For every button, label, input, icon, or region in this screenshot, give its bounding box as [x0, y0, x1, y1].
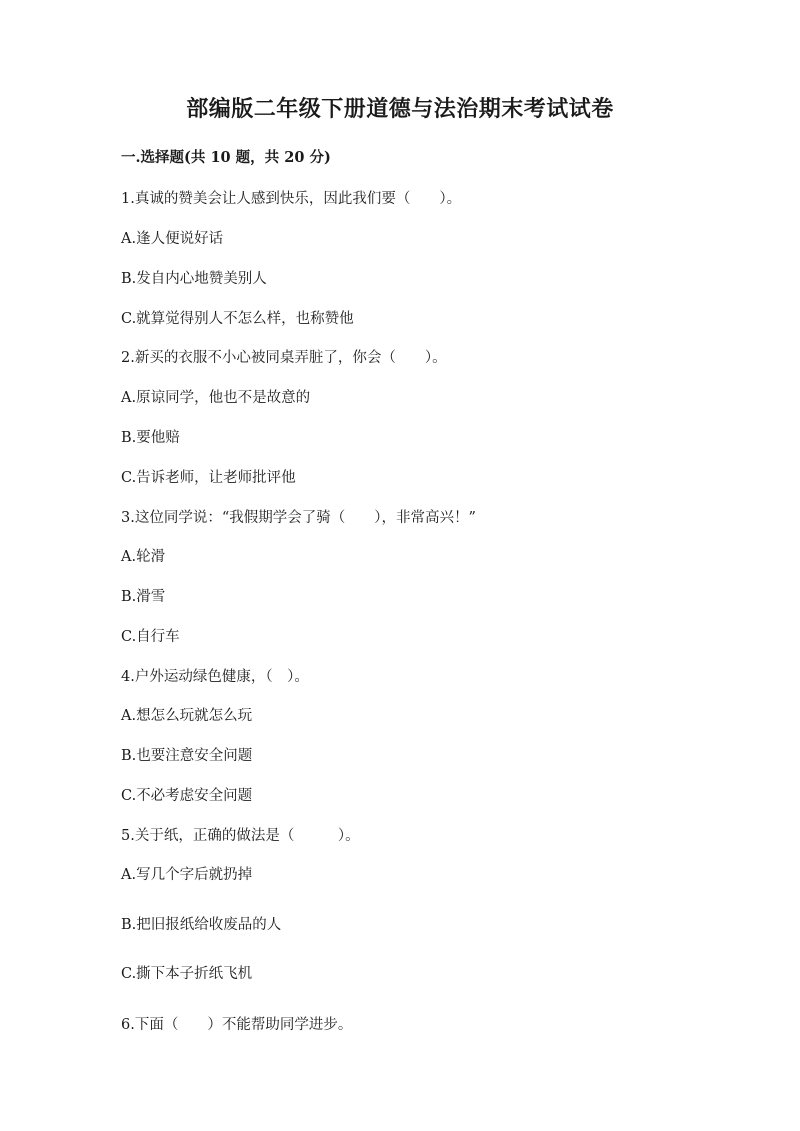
question-4-option-b: B.也要注意安全问题 [121, 748, 253, 764]
question-4-stem: 4.户外运动绿色健康，（ ）。 [121, 669, 309, 685]
question-2-option-b: B.要他赔 [121, 430, 180, 446]
question-2-option-c: C.告诉老师，让老师批评他 [121, 470, 296, 486]
question-1-option-c: C.就算觉得别人不怎么样，也称赞他 [121, 311, 354, 327]
question-6-stem: 6.下面（ ）不能帮助同学进步。 [121, 1017, 353, 1033]
question-2-option-a: A.原谅同学，他也不是故意的 [121, 390, 311, 406]
section-heading: 一.选择题(共 10 题，共 20 分) [121, 149, 331, 166]
question-2-stem: 2.新买的衣服不小心被同桌弄脏了，你会（ ）。 [121, 350, 447, 366]
question-3-option-a: A.轮滑 [121, 549, 166, 565]
question-4-option-c: C.不必考虑安全问题 [121, 788, 253, 804]
question-1-option-b: B.发自内心地赞美别人 [121, 271, 267, 287]
question-5-stem: 5.关于纸，正确的做法是（ ）。 [121, 828, 360, 844]
question-1-option-a: A.逢人便说好话 [121, 231, 224, 247]
exam-title: 部编版二年级下册道德与法治期末考试试卷 [186, 96, 614, 122]
question-3-option-c: C.自行车 [121, 629, 180, 645]
question-3-option-b: B.滑雪 [121, 589, 166, 605]
question-3-stem: 3.这位同学说：“我假期学会了骑（ ），非常高兴！” [121, 510, 476, 526]
question-5-option-b: B.把旧报纸给收废品的人 [121, 917, 282, 933]
question-5-option-a: A.写几个字后就扔掉 [121, 867, 253, 883]
question-5-option-c: C.撕下本子折纸飞机 [121, 966, 253, 982]
question-1-stem: 1.真诚的赞美会让人感到快乐，因此我们要（ ）。 [121, 191, 462, 207]
question-4-option-a: A.想怎么玩就怎么玩 [121, 708, 253, 724]
